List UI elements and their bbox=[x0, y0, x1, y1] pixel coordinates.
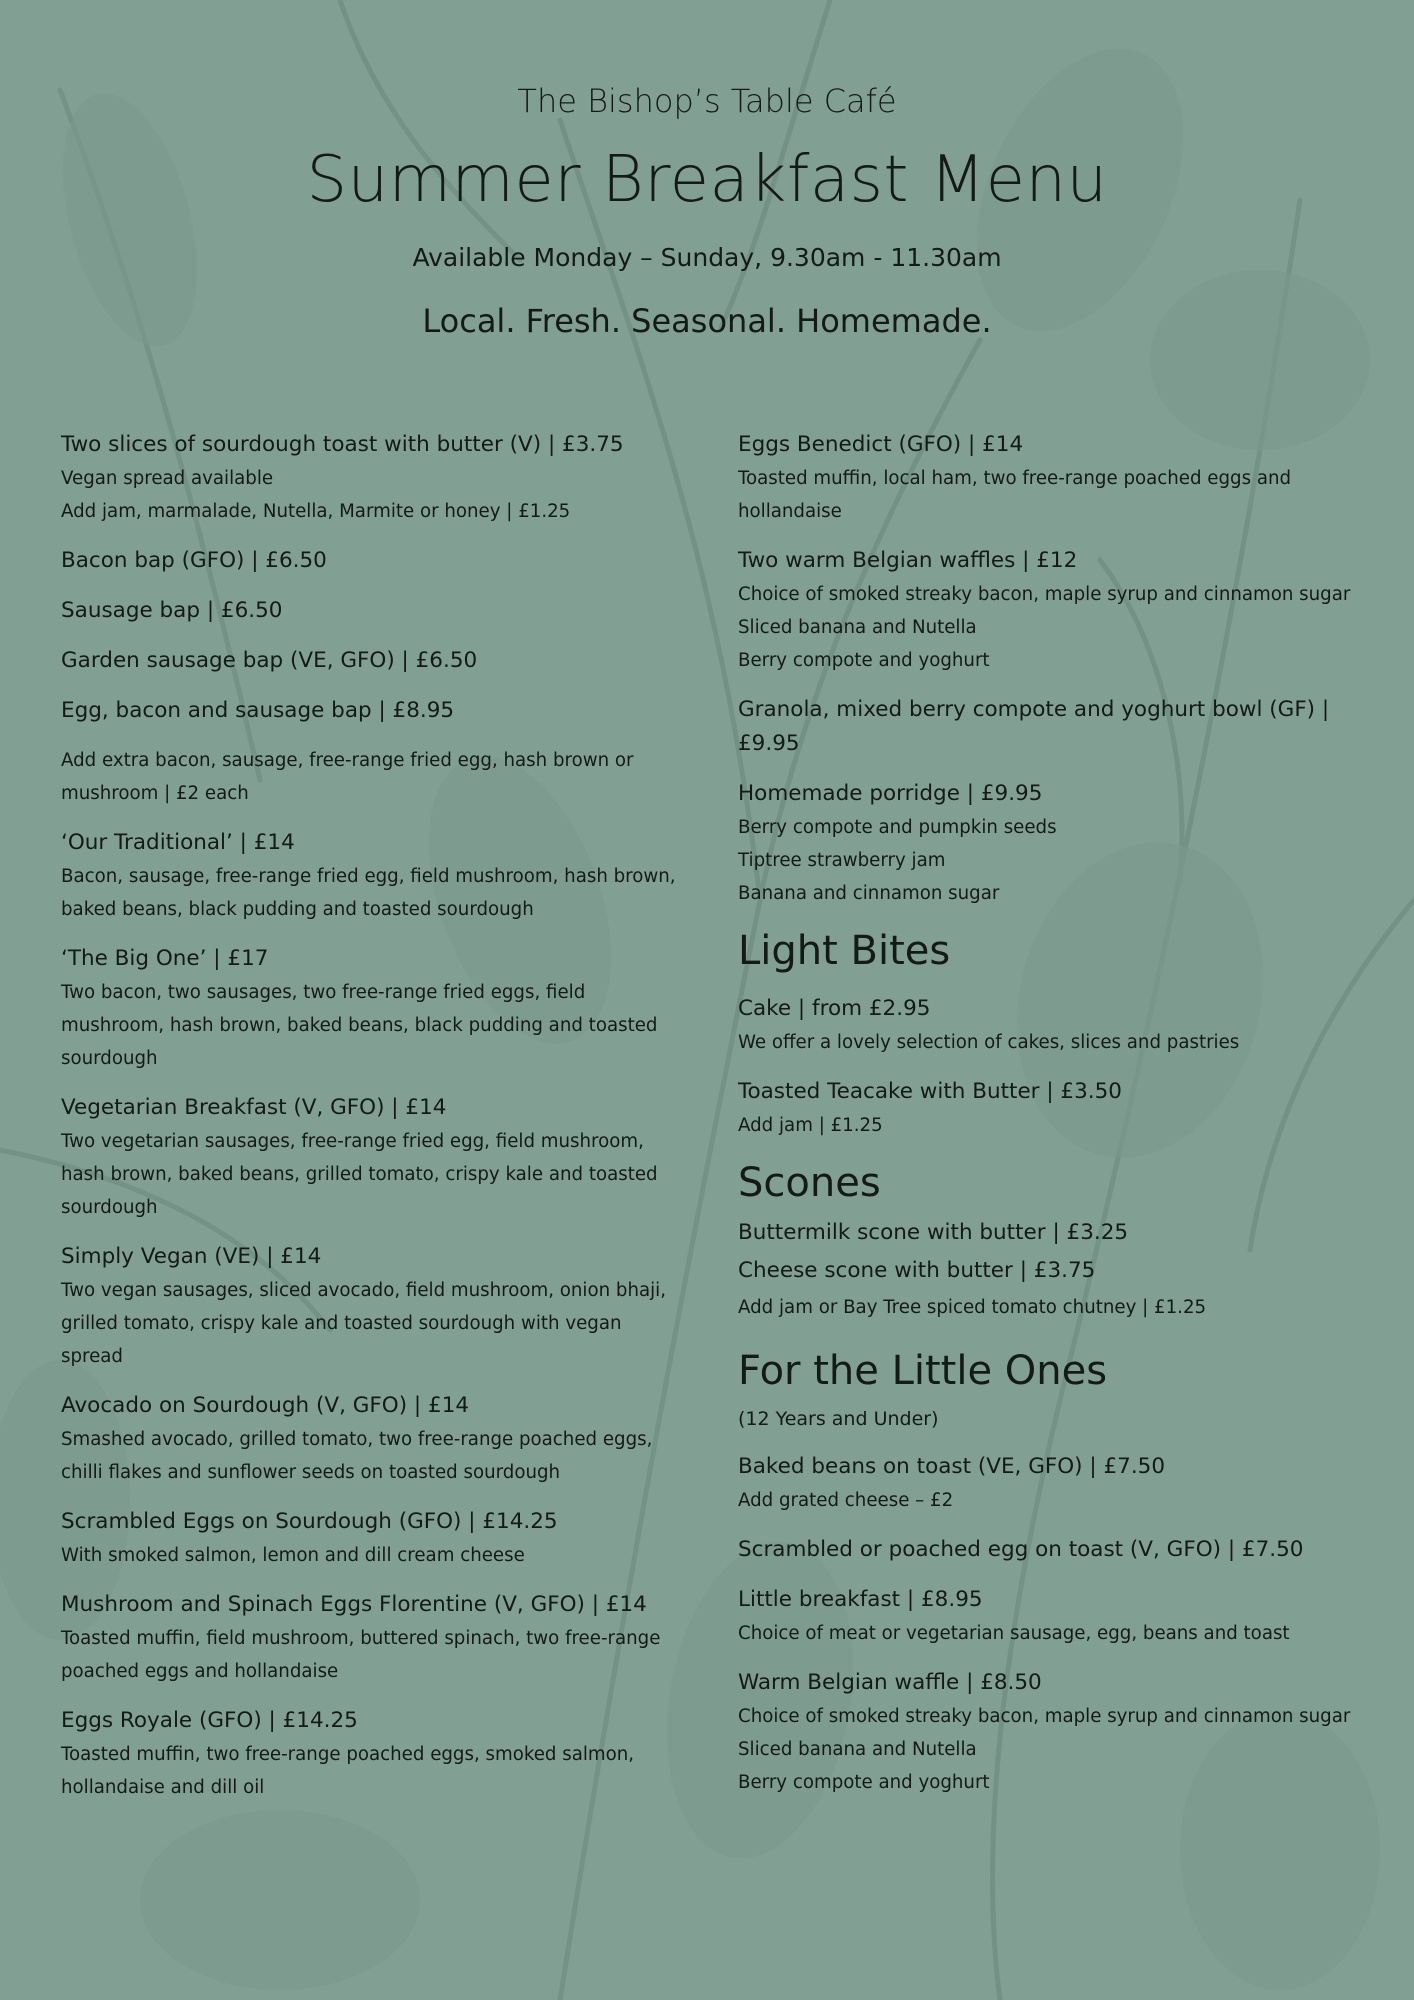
menu-item bbox=[738, 1666, 1378, 1799]
menu-item bbox=[61, 744, 686, 810]
menu-item-name: Two slices of sourdough toast with butter (V) | £3.75 bbox=[61, 432, 624, 457]
menu-item-name: Little breakfast | £8.95 bbox=[738, 1587, 983, 1612]
section-heading-little-ones: For the Little Ones bbox=[738, 1348, 1108, 1394]
menu-item-description: sourdough bbox=[61, 1048, 158, 1069]
section-heading-light-bites: Light Bites bbox=[738, 928, 951, 974]
menu-item-name: Eggs Benedict (GFO) | £14 bbox=[738, 432, 1024, 457]
menu-item bbox=[61, 694, 686, 728]
menu-item-name: ‘Our Traditional’ | £14 bbox=[61, 830, 295, 855]
menu-item-description: hash brown, baked beans, grilled tomato, crispy kale and toasted bbox=[61, 1164, 658, 1185]
menu-item bbox=[738, 428, 1378, 528]
menu-item bbox=[738, 1583, 1378, 1650]
menu-item bbox=[61, 1389, 686, 1489]
menu-item-description: Banana and cinnamon sugar bbox=[738, 883, 1000, 904]
menu-item-description: Two bacon, two sausages, two free-range fried eggs, field bbox=[61, 982, 586, 1003]
menu-item-name: Bacon bap (GFO) | £6.50 bbox=[61, 548, 327, 573]
menu-item bbox=[61, 1704, 686, 1804]
menu-item bbox=[61, 1588, 686, 1688]
cafe-name: The Bishop’s Table Café bbox=[517, 82, 897, 120]
menu-item-name: Two warm Belgian waffles | £12 bbox=[738, 548, 1078, 573]
scones-note: Add jam or Bay Tree spiced tomato chutney | £1.25 bbox=[738, 1297, 1207, 1318]
menu-item-description: poached eggs and hollandaise bbox=[61, 1661, 339, 1682]
menu-item-description: Vegan spread available bbox=[61, 468, 274, 489]
menu-item-name: Vegetarian Breakfast (V, GFO) | £14 bbox=[61, 1095, 447, 1120]
menu-item bbox=[61, 1505, 686, 1572]
menu-item-description: mushroom, hash brown, baked beans, black pudding and toasted bbox=[61, 1015, 658, 1036]
menu-item-name: Egg, bacon and sausage bap | £8.95 bbox=[61, 698, 455, 723]
menu-item-name: Warm Belgian waffle | £8.50 bbox=[738, 1670, 1042, 1695]
menu-item bbox=[61, 544, 686, 578]
menu-item bbox=[61, 942, 686, 1075]
menu-item-description: Add grated cheese – £2 bbox=[738, 1490, 954, 1511]
menu-item-description: Berry compote and yoghurt bbox=[738, 650, 990, 671]
scones-section bbox=[738, 1158, 1378, 1326]
menu-item-description: Choice of smoked streaky bacon, maple syrup and cinnamon sugar bbox=[738, 584, 1351, 605]
menu-item-description: Bacon, sausage, free-range fried egg, field mushroom, hash brown, bbox=[61, 866, 676, 887]
menu-title: Summer Breakfast Menu bbox=[306, 143, 1108, 217]
menu-item-description: Sliced banana and Nutella bbox=[738, 617, 977, 638]
menu-item-description: mushroom | £2 each bbox=[61, 783, 249, 804]
menu-item-name: Sausage bap | £6.50 bbox=[61, 598, 283, 623]
menu-item-name: Cake | from £2.95 bbox=[738, 996, 931, 1021]
menu-item-description: Berry compote and yoghurt bbox=[738, 1772, 990, 1793]
light-bites-section bbox=[738, 926, 1378, 1142]
little-ones-list bbox=[738, 1450, 1378, 1799]
menu-item bbox=[738, 1450, 1378, 1517]
little-ones-age-note: (12 Years and Under) bbox=[738, 1408, 939, 1430]
menu-item-description: Toasted muffin, field mushroom, buttered spinach, two free-range bbox=[61, 1628, 661, 1649]
menu-item-description: hollandaise and dill oil bbox=[61, 1777, 265, 1798]
menu-item bbox=[738, 1075, 1378, 1142]
menu-item bbox=[61, 1091, 686, 1224]
menu-item-name: ‘The Big One’ | £17 bbox=[61, 946, 269, 971]
menu-item-name: Toasted Teacake with Butter | £3.50 bbox=[738, 1079, 1122, 1104]
menu-item-description: Add extra bacon, sausage, free-range fried egg, hash brown or bbox=[61, 750, 634, 771]
menu-item-description: hollandaise bbox=[738, 501, 842, 522]
scone-item: Buttermilk scone with butter | £3.25 bbox=[738, 1220, 1129, 1245]
menu-item-name: Eggs Royale (GFO) | £14.25 bbox=[61, 1708, 358, 1733]
menu-item-description: We offer a lovely selection of cakes, slices and pastries bbox=[738, 1032, 1240, 1053]
menu-item bbox=[738, 544, 1378, 677]
menu-item-description: chilli flakes and sunflower seeds on toasted sourdough bbox=[61, 1462, 561, 1483]
menu-item-description: Two vegan sausages, sliced avocado, field mushroom, onion bhaji, bbox=[61, 1280, 667, 1301]
breakfast-items-right bbox=[738, 428, 1378, 910]
menu-item-description: With smoked salmon, lemon and dill cream cheese bbox=[61, 1545, 525, 1566]
menu-item-description: Toasted muffin, local ham, two free-range poached eggs and bbox=[738, 468, 1292, 489]
little-ones-section bbox=[738, 1346, 1378, 1799]
menu-item-description: Choice of meat or vegetarian sausage, egg, beans and toast bbox=[738, 1623, 1290, 1644]
menu-item-description: Tiptree strawberry jam bbox=[738, 850, 946, 871]
menu-item bbox=[738, 693, 1378, 761]
breakfast-column-left bbox=[61, 428, 686, 1820]
menu-item-description: Add jam | £1.25 bbox=[738, 1115, 883, 1136]
menu-item bbox=[61, 1240, 686, 1373]
menu-item-name: Mushroom and Spinach Eggs Florentine (V, GFO) | £14 bbox=[61, 1592, 647, 1617]
menu-item bbox=[61, 644, 686, 678]
scone-item: Cheese scone with butter | £3.75 bbox=[738, 1258, 1096, 1283]
menu-item-description: Add jam, marmalade, Nutella, Marmite or honey | £1.25 bbox=[61, 501, 571, 522]
menu-item-name: Avocado on Sourdough (V, GFO) | £14 bbox=[61, 1393, 470, 1418]
menu-item bbox=[738, 777, 1378, 910]
menu-item-name: Homemade porridge | £9.95 bbox=[738, 781, 1043, 806]
menu-item-description: Choice of smoked streaky bacon, maple syrup and cinnamon sugar bbox=[738, 1706, 1351, 1727]
menu-item-description: spread bbox=[61, 1346, 123, 1367]
menu-item bbox=[61, 826, 686, 926]
menu-item-description: sourdough bbox=[61, 1197, 158, 1218]
menu-item-name: Granola, mixed berry compote and yoghurt bowl (GF) | £9.95 bbox=[738, 697, 1330, 756]
menu-item-name: Scrambled Eggs on Sourdough (GFO) | £14.25 bbox=[61, 1509, 558, 1534]
menu-item-name: Scrambled or poached egg on toast (V, GFO) | £7.50 bbox=[738, 1537, 1304, 1562]
menu-item-description: Two vegetarian sausages, free-range fried egg, field mushroom, bbox=[61, 1131, 644, 1152]
menu-item bbox=[738, 1533, 1378, 1567]
light-bites-list bbox=[738, 992, 1378, 1142]
menu-item bbox=[61, 594, 686, 628]
menu-item-description: Toasted muffin, two free-range poached eggs, smoked salmon, bbox=[61, 1744, 635, 1765]
menu-item-name: Simply Vegan (VE) | £14 bbox=[61, 1244, 322, 1269]
menu-item-description: Sliced banana and Nutella bbox=[738, 1739, 977, 1760]
menu-item-description: Berry compote and pumpkin seeds bbox=[738, 817, 1057, 838]
section-heading-scones: Scones bbox=[738, 1160, 881, 1206]
menu-column-right bbox=[738, 428, 1378, 1815]
menu-item-description: Smashed avocado, grilled tomato, two free-range poached eggs, bbox=[61, 1429, 653, 1450]
menu-item bbox=[738, 992, 1378, 1059]
menu-item-description: baked beans, black pudding and toasted sourdough bbox=[61, 899, 534, 920]
menu-item-name: Garden sausage bap (VE, GFO) | £6.50 bbox=[61, 648, 478, 673]
availability-text: Available Monday – Sunday, 9.30am - 11.30am bbox=[412, 243, 1002, 272]
menu-item-name: Baked beans on toast (VE, GFO) | £7.50 bbox=[738, 1454, 1166, 1479]
tagline: Local. Fresh. Seasonal. Homemade. bbox=[422, 302, 992, 340]
menu-item bbox=[61, 428, 686, 528]
menu-item-description: grilled tomato, crispy kale and toasted sourdough with vegan bbox=[61, 1313, 622, 1334]
